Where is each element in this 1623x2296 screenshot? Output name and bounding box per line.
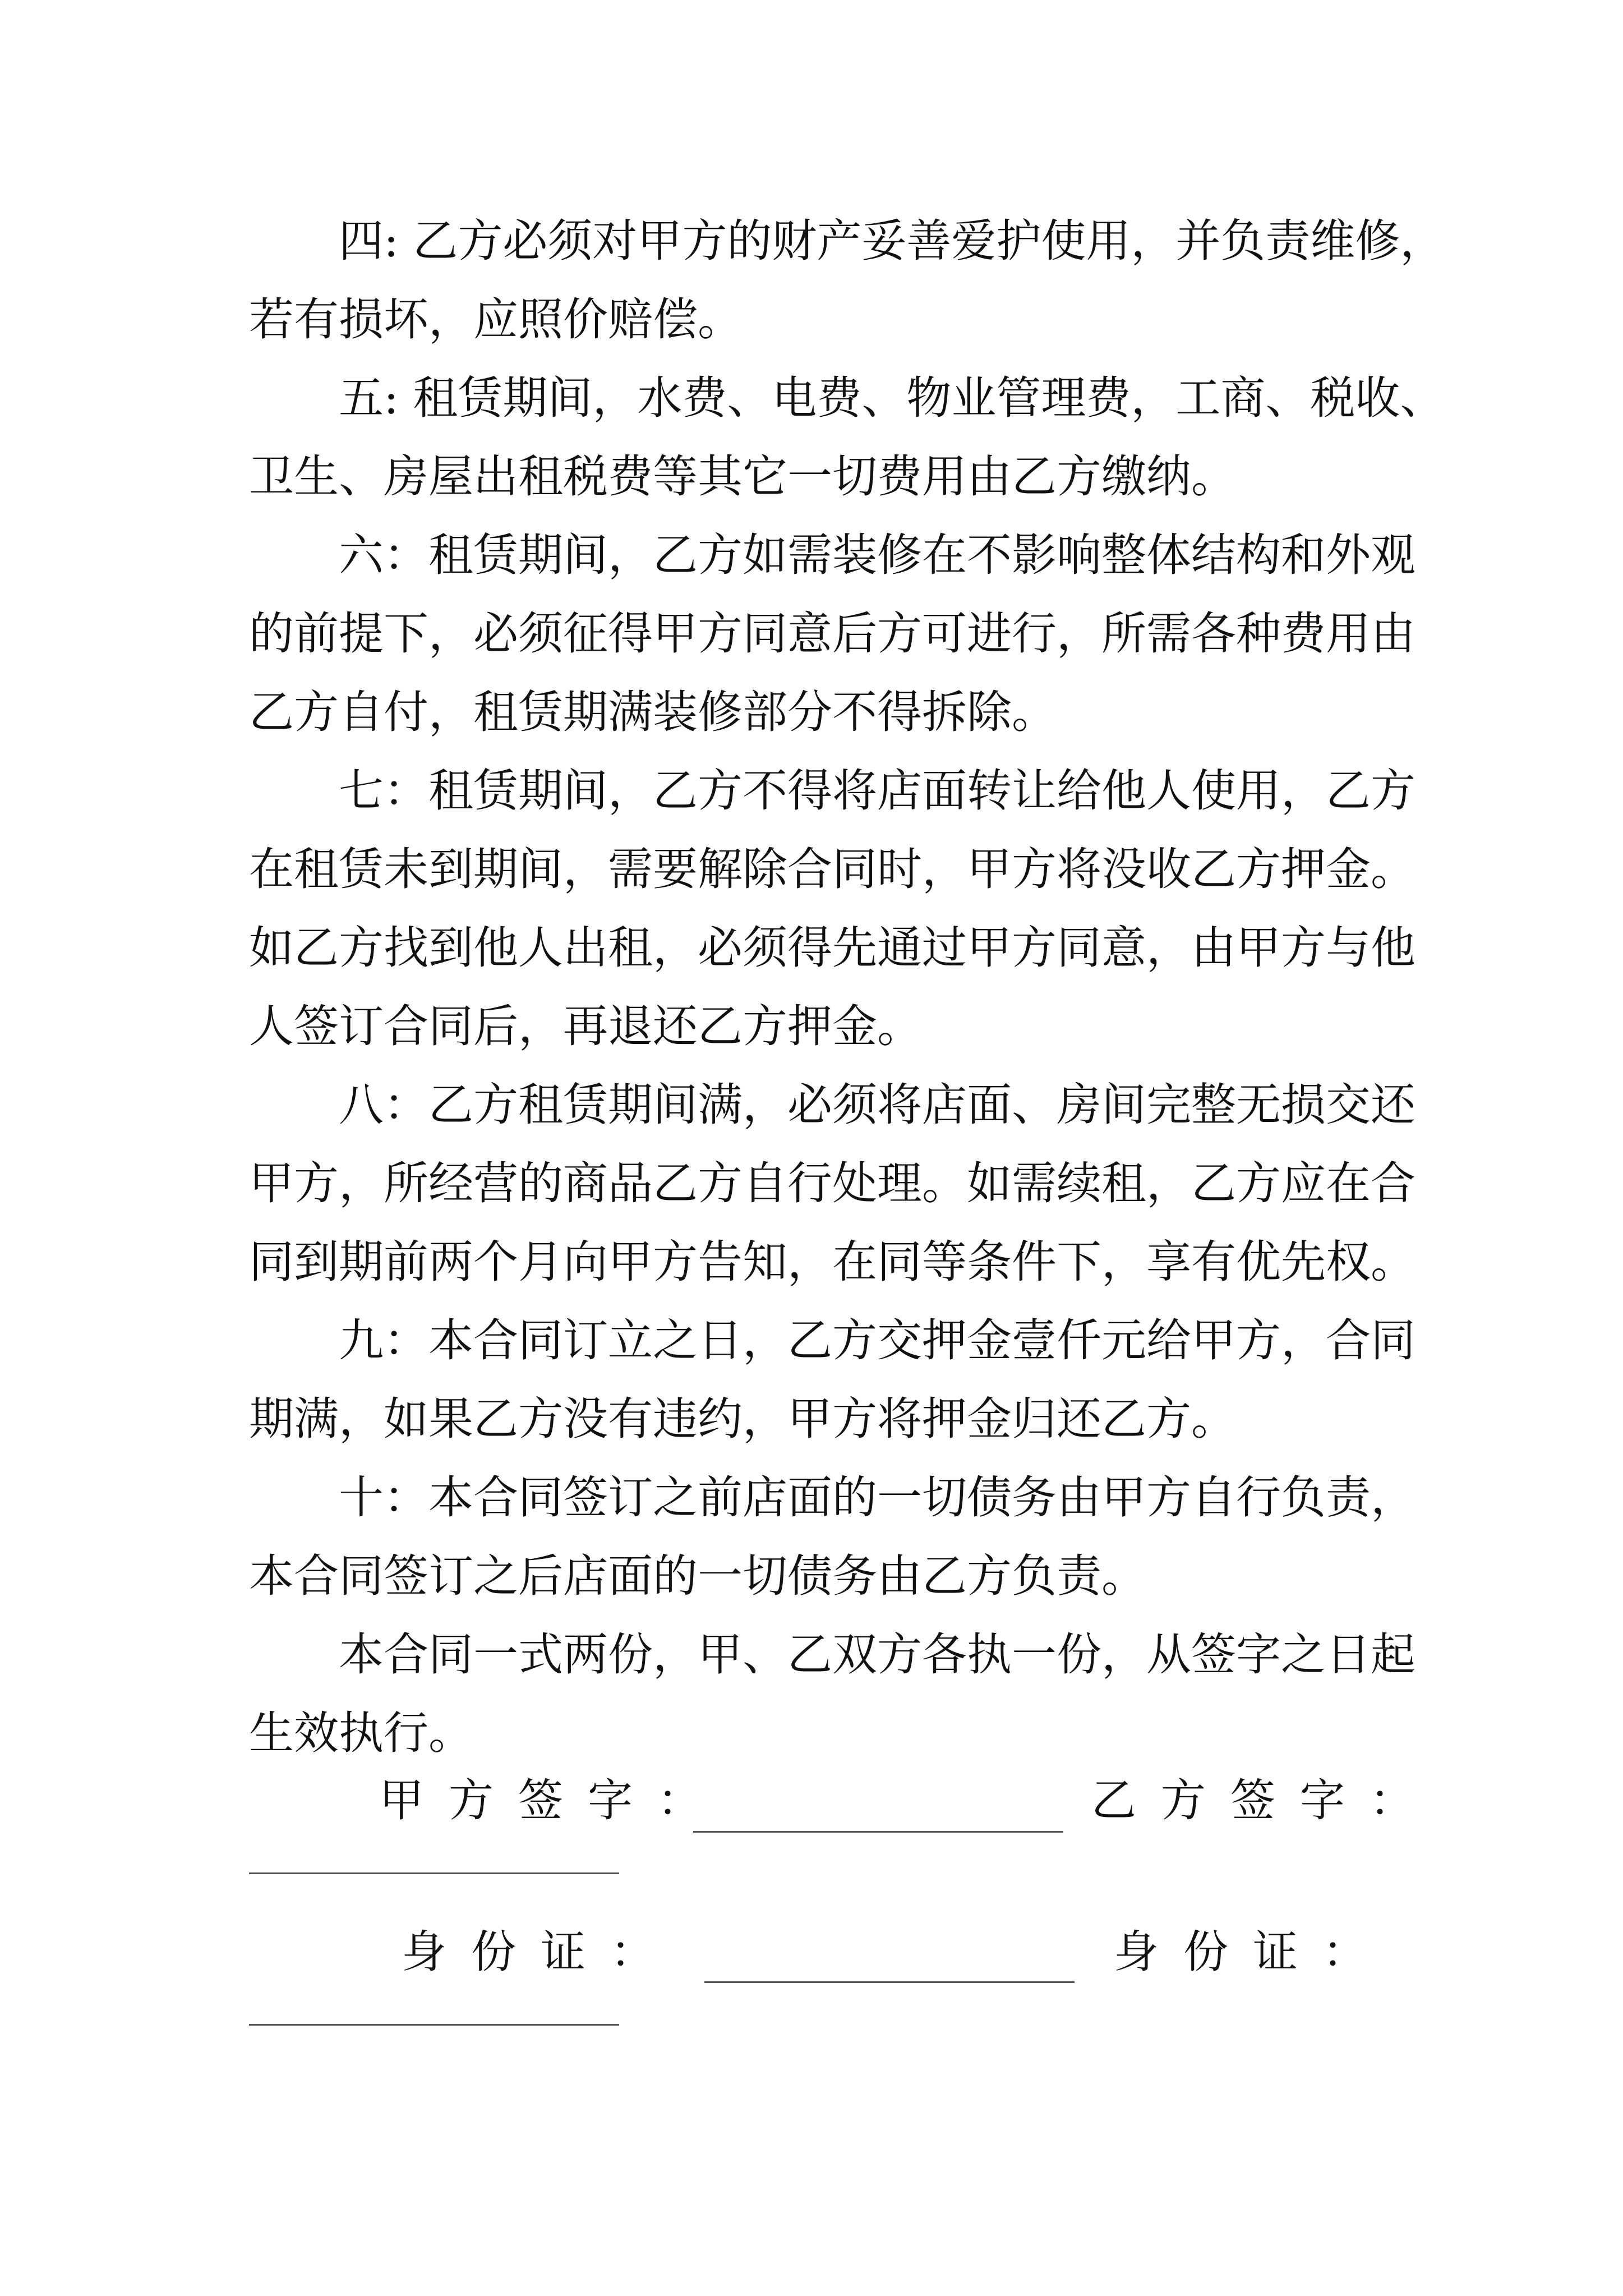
clause-6-line-3: 乙方自付，租赁期满装修部分不得拆除。 (249, 686, 1057, 738)
party-b-signature-line[interactable] (249, 1872, 619, 1874)
clause-8-line-3: 同到期前两个月向甲方告知，在同等条件下，享有优先权。 (249, 1236, 1415, 1288)
clause-10-line-1: 十：本合同签订之前店面的一切债务由甲方自行负责， (339, 1471, 1415, 1524)
clause-8-line-2: 甲方，所经营的商品乙方自行处理。如需续租，乙方应在合 (249, 1157, 1415, 1209)
party-b-signature-label: 乙方签字： (1091, 1774, 1439, 1826)
party-b-id-label: 身份证： (1114, 1926, 1392, 1978)
party-a-id-label: 身份证： (402, 1926, 680, 1978)
party-a-id-line[interactable] (704, 1981, 1075, 1983)
clause-5-line-2: 卫生、房屋出租税费等其它一切费用由乙方缴纳。 (249, 450, 1236, 503)
party-a-signature-label: 甲方签字： (379, 1774, 727, 1826)
clause-7-line-4: 人签订合同后，再退还乙方押金。 (249, 1000, 922, 1052)
clause-6-line-2: 的前提下，必须征得甲方同意后方可进行，所需各种费用由 (249, 608, 1415, 660)
clause-6-line-1: 六：租赁期间，乙方如需装修在不影响整体结构和外观 (339, 529, 1415, 581)
clause-9-line-2: 期满，如果乙方没有违约，甲方将押金归还乙方。 (249, 1393, 1236, 1445)
clause-7-line-1: 七：租赁期间，乙方不得将店面转让给他人使用，乙方 (339, 765, 1415, 817)
party-a-signature-line[interactable] (693, 1831, 1063, 1833)
clause-9-line-1: 九：本合同订立之日，乙方交押金壹仟元给甲方，合同 (339, 1314, 1415, 1366)
clause-8-line-1: 八：乙方租赁期间满，必须将店面、房间完整无损交还 (339, 1079, 1415, 1131)
closing-line-2: 生效执行。 (249, 1707, 473, 1759)
closing-line-1: 本合同一式两份，甲、乙双方各执一份，从签字之日起 (339, 1628, 1415, 1681)
clause-5-line-1: 五: 租赁期间，水费、电费、物业管理费，工商、税收、 (339, 372, 1445, 424)
clause-4-line-1: 四: 乙方必须对甲方的财产妥善爱护使用，并负责维修， (339, 215, 1445, 267)
clause-7-line-3: 如乙方找到他人出租，必须得先通过甲方同意，由甲方与他 (249, 922, 1415, 974)
clause-10-line-2: 本合同签订之后店面的一切债务由乙方负责。 (249, 1550, 1146, 1602)
clause-7-line-2: 在租赁未到期间，需要解除合同时，甲方将没收乙方押金。 (249, 843, 1415, 895)
clause-4-line-2: 若有损坏，应照价赔偿。 (249, 293, 743, 346)
party-b-id-line[interactable] (249, 2024, 619, 2026)
